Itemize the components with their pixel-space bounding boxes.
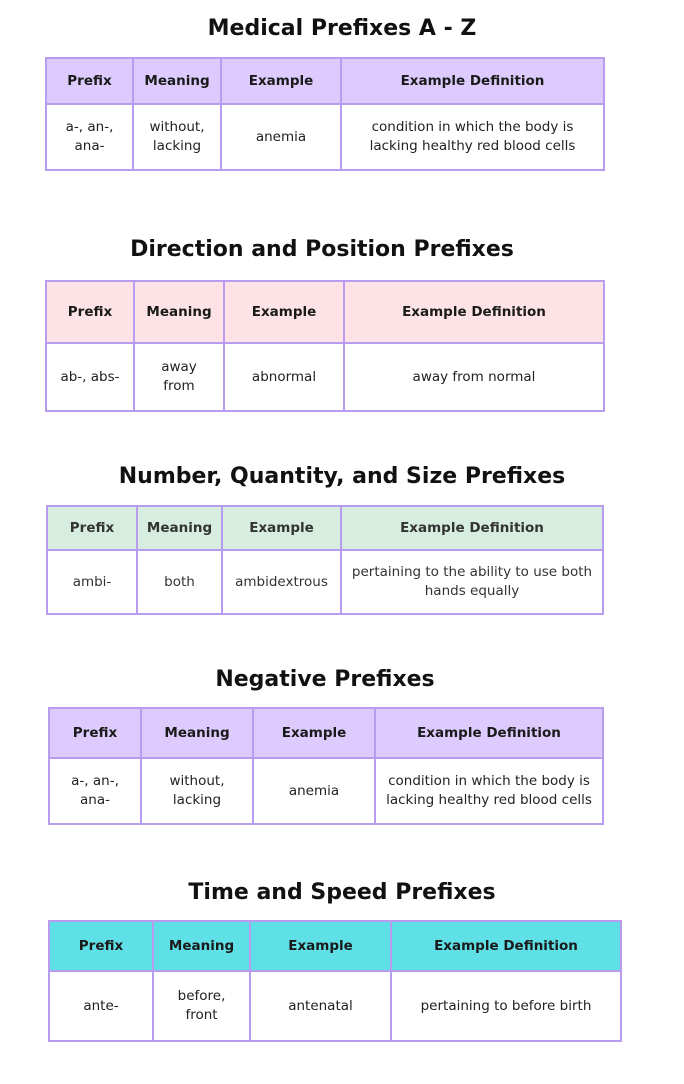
column-header-meaning: Meaning [153,921,250,971]
prefix-table-negative [48,707,604,825]
table-row [49,758,603,824]
column-header-definition: Example Definition [375,708,603,758]
header-row [47,506,603,550]
column-header-example: Example [253,708,375,758]
table-title: Direction and Position Prefixes [130,237,514,262]
column-header-example: Example [222,506,341,550]
header-row [49,921,621,971]
column-header-prefix: Prefix [49,708,141,758]
cell-example: antenatal [250,971,391,1041]
table-row [49,971,621,1041]
cell-prefix: ante- [49,971,153,1041]
cell-meaning: without, lacking [133,104,221,170]
table-title: Time and Speed Prefixes [188,880,496,905]
cell-meaning: both [137,550,222,614]
cell-definition: away from normal [344,343,604,411]
cell-meaning: before, front [153,971,250,1041]
column-header-meaning: Meaning [141,708,253,758]
column-header-prefix: Prefix [46,281,134,343]
column-header-example: Example [224,281,344,343]
table-row [46,104,604,170]
column-header-example: Example [221,58,341,104]
column-header-prefix: Prefix [46,58,133,104]
cell-definition: condition in which the body is lacking healthy red blood cells [375,758,603,824]
cell-definition: condition in which the body is lacking healthy red blood cells [341,104,604,170]
cell-definition: pertaining to the ability to use both hands equally [341,550,603,614]
cell-definition: pertaining to before birth [391,971,621,1041]
cell-example: anemia [253,758,375,824]
prefix-table-medical-a-z [45,57,605,171]
column-header-definition: Example Definition [341,506,603,550]
table-row [47,550,603,614]
cell-prefix: a-, an-, ana- [46,104,133,170]
cell-example: ambidextrous [222,550,341,614]
table-title: Number, Quantity, and Size Prefixes [118,464,566,489]
column-header-meaning: Meaning [137,506,222,550]
column-header-meaning: Meaning [134,281,224,343]
column-header-definition: Example Definition [391,921,621,971]
cell-prefix: a-, an-, ana- [49,758,141,824]
header-row [46,58,604,104]
cell-prefix: ambi- [47,550,137,614]
column-header-prefix: Prefix [49,921,153,971]
header-row [46,281,604,343]
column-header-example: Example [250,921,391,971]
table-title: Medical Prefixes A - Z [207,16,477,41]
column-header-definition: Example Definition [344,281,604,343]
header-row [49,708,603,758]
column-header-meaning: Meaning [133,58,221,104]
column-header-prefix: Prefix [47,506,137,550]
cell-example: abnormal [224,343,344,411]
cell-example: anemia [221,104,341,170]
table-row [46,343,604,411]
cell-prefix: ab-, abs- [46,343,134,411]
table-title: Negative Prefixes [215,667,435,692]
cell-meaning: without, lacking [141,758,253,824]
column-header-definition: Example Definition [341,58,604,104]
prefix-table-number-quantity-size [46,505,604,615]
prefix-table-direction-position [45,280,605,412]
prefix-table-time-speed [48,920,622,1042]
cell-meaning: away from [134,343,224,411]
